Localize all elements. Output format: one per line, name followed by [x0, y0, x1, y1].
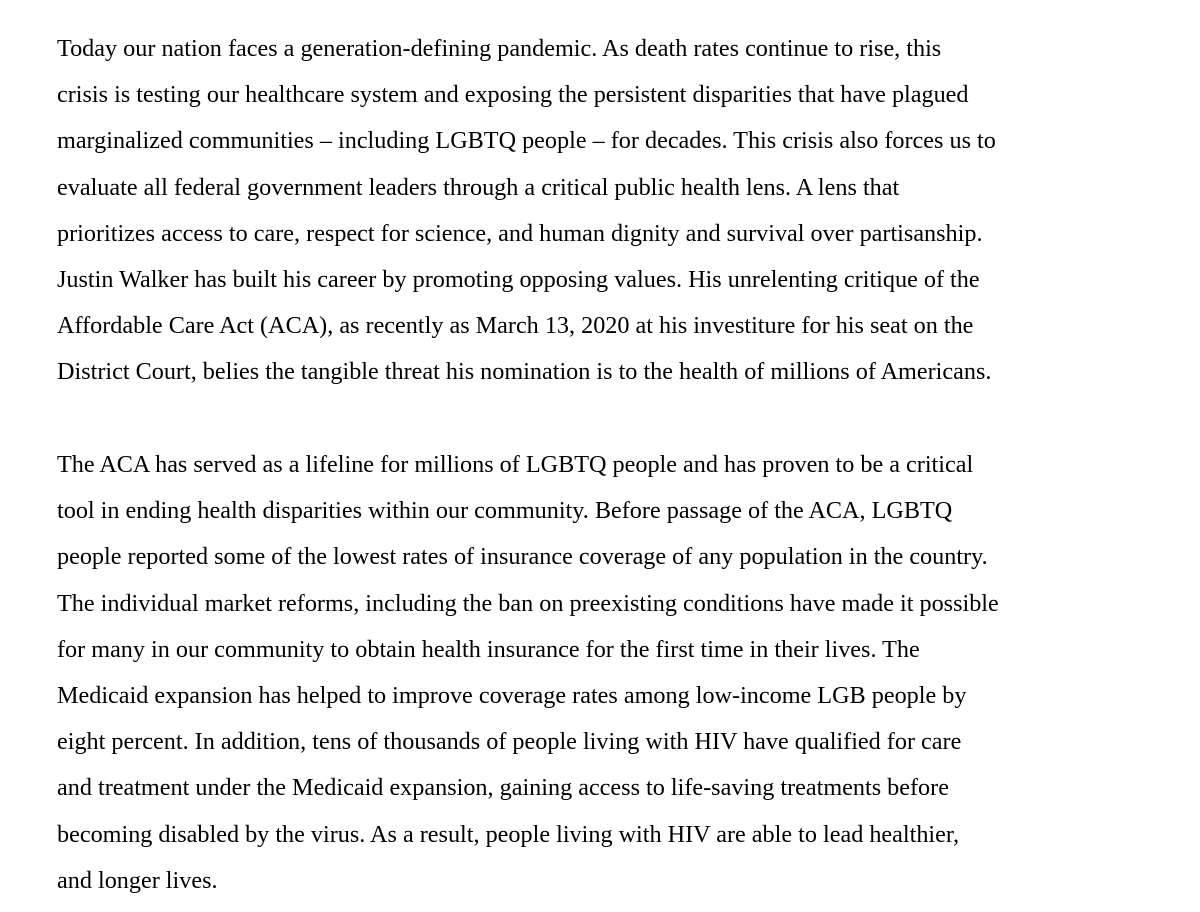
text-line: The individual market reforms, including the ban on preexisting conditions have made it possible: [57, 589, 999, 617]
text-line: Justin Walker has built his career by promoting opposing values. His unrelenting critique of the: [57, 265, 980, 293]
text-line: prioritizes access to care, respect for science, and human dignity and survival over partisanship.: [57, 219, 983, 247]
text-line: eight percent. In addition, tens of thousands of people living with HIV have qualified for care: [57, 728, 962, 756]
text-line: evaluate all federal government leaders through a critical public health lens. A lens that: [57, 173, 900, 201]
paragraph-2: [57, 450, 1167, 912]
text-line: and longer lives.: [57, 866, 218, 894]
text-line: Affordable Care Act (ACA), as recently as March 13, 2020 at his investiture for his seat on the: [57, 312, 974, 340]
text-line: tool in ending health disparities within our community. Before passage of the ACA, LGBTQ: [57, 497, 953, 525]
text-line: District Court, belies the tangible threat his nomination is to the health of millions of Americans.: [57, 358, 992, 386]
text-line: and treatment under the Medicaid expansion, gaining access to life-saving treatments before: [57, 774, 949, 802]
text-line: marginalized communities – including LGBTQ people – for decades. This crisis also forces us to: [57, 127, 996, 155]
text-line: people reported some of the lowest rates of insurance coverage of any population in the country.: [57, 543, 988, 571]
text-line: The ACA has served as a lifeline for millions of LGBTQ people and has proven to be a critical: [57, 451, 974, 478]
paragraph-1: [57, 34, 1167, 404]
text-line: Today our nation faces a generation-defining pandemic. As death rates continue to rise, this: [57, 35, 942, 62]
text-line: becoming disabled by the virus. As a result, people living with HIV are able to lead healthier,: [57, 820, 960, 848]
text-line: crisis is testing our healthcare system and exposing the persistent disparities that have plagued: [57, 81, 969, 109]
text-line: for many in our community to obtain health insurance for the first time in their lives. The: [57, 635, 920, 663]
text-line: Medicaid expansion has helped to improve coverage rates among low-income LGB people by: [57, 681, 967, 709]
